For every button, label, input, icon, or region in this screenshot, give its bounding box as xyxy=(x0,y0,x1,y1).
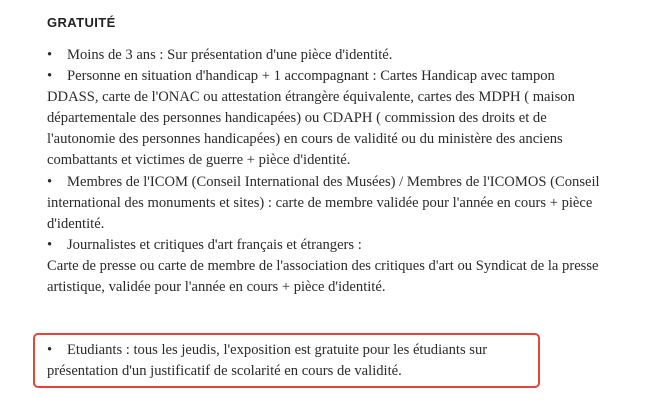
item-text: Moins de 3 ans : Sur présentation d'une pièce d'identité. xyxy=(67,47,393,63)
bullet: • xyxy=(47,236,53,253)
section-title: GRATUITÉ xyxy=(47,15,116,30)
list-item xyxy=(47,45,607,66)
list-item xyxy=(47,235,607,256)
list-item-continuation: Carte de presse ou carte de membre de l'association des critiques d'art ou Syndicat de la presse artistique, validée pour l'année en cours + pièce d'identité. xyxy=(47,257,599,296)
highlighted-list-item xyxy=(47,340,542,382)
item-text: Personne en situation d'handicap + 1 accompagnant : Cartes Handicap avec tampon DDASS, carte de l'ONAC ou attestation étrangère équivalente, cartes des MDPH ( maison départementale des personnes handicapées) ou CDAPH ( commission des droits et de l'autonomie des personnes handicapées) en cours de validité ou du ministère des anciens combattants et victimes de guerre + pièce d'identité. xyxy=(47,68,575,169)
list-item xyxy=(47,66,607,171)
free-admission-list xyxy=(47,45,607,298)
item-text: Etudiants : tous les jeudis, l'exposition est gratuite pour les étudiants sur présentation d'un justificatif de scolarité en cours de validité. xyxy=(47,342,488,380)
bullet: • xyxy=(47,47,53,63)
item-text: Membres de l'ICOM (Conseil International des Musées) / Membres de l'ICOMOS (Conseil international des monuments et sites) : carte de membre validée pour l'année en cours + pièce d'identité. xyxy=(47,173,600,232)
bullet: • xyxy=(47,342,53,358)
item-text: Journalistes et critiques d'art français et étrangers : xyxy=(67,236,362,253)
list-item xyxy=(47,172,607,235)
bullet: • xyxy=(47,68,53,85)
bullet: • xyxy=(47,173,53,190)
